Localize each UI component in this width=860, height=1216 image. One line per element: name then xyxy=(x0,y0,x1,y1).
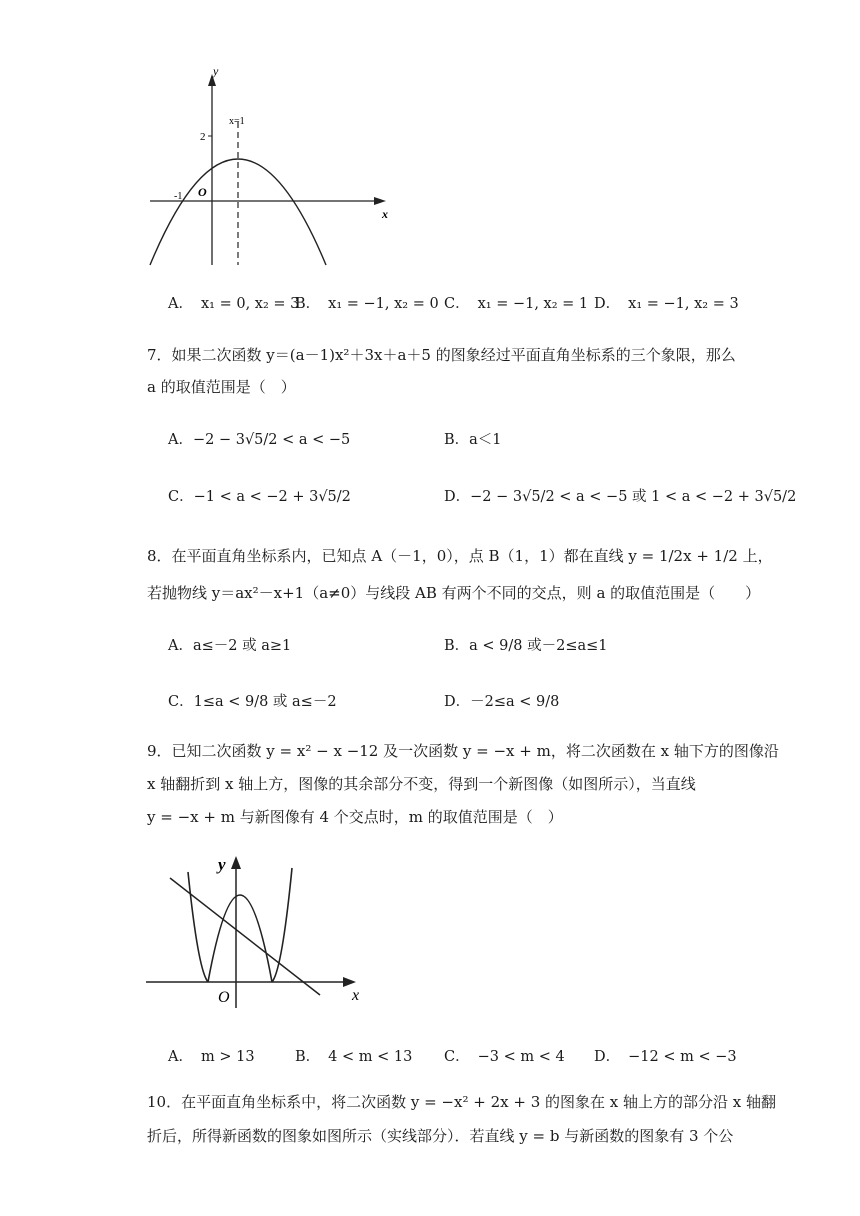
fig1-y-label: y xyxy=(213,64,219,78)
q7-option-b[interactable]: B．a＜1 xyxy=(444,432,502,448)
fig1-origin: O xyxy=(198,185,207,199)
q6-option-d[interactable]: D． x₁ = −1, x₂ = 3 xyxy=(594,296,739,312)
q7-stem-line1: 7．如果二次函数 y＝(a－1)x²＋3x＋a＋5 的图象经过平面直角坐标系的三个象限，那么 xyxy=(147,346,736,364)
q8-stem-line1: 8．在平面直角坐标系内，已知点 A（－1，0），点 B（1，1）都在直线 y = 1/2x + 1/2 上， xyxy=(147,547,773,565)
q9-stem-line2: x 轴翻折到 x 轴上方，图像的其余部分不变，得到一个新图像（如图所示），当直线 xyxy=(147,775,696,793)
q6-option-a[interactable]: A． x₁ = 0, x₂ = 3 xyxy=(168,296,300,312)
figure-parabola-q6 xyxy=(140,60,400,275)
q8-option-c[interactable]: C．1≤a < 9/8 或 a≤－2 xyxy=(168,694,337,710)
q8-option-a[interactable]: A．a≤－2 或 a≥1 xyxy=(168,638,292,654)
fig1-line-label: x=1 xyxy=(229,116,245,127)
q9-stem-line1: 9．已知二次函数 y = x² − x −12 及一次函数 y = −x + m，将二次函数在 x 轴下方的图像沿 xyxy=(147,742,779,760)
q8-option-b[interactable]: B．a < 9/8 或－2≤a≤1 xyxy=(444,638,608,654)
q9-option-c[interactable]: C． −3 < m < 4 xyxy=(444,1049,565,1065)
fig1-tick-2: 2 xyxy=(200,131,206,143)
fig2-x-label: x xyxy=(352,987,360,1004)
fig1-x-label: x xyxy=(382,207,388,221)
q8-stem-line2: 若抛物线 y＝ax²－x+1（a≠0）与线段 AB 有两个不同的交点，则 a 的取值范围是（ ） xyxy=(147,584,761,602)
q9-option-b[interactable]: B． 4 < m < 13 xyxy=(295,1049,413,1065)
q7-option-a[interactable]: A．−2 − 3√5/2 < a < −5 xyxy=(168,432,351,448)
q6-option-b[interactable]: B． x₁ = −1, x₂ = 0 xyxy=(295,296,439,312)
q9-option-a[interactable]: A． m > 13 xyxy=(168,1049,255,1065)
q10-stem-line2: 折后，所得新函数的图象如图所示（实线部分）．若直线 y = b 与新函数的图象有 3 个公 xyxy=(147,1127,734,1145)
q7-stem-line2: a 的取值范围是（ ） xyxy=(147,378,296,396)
q6-option-c[interactable]: C． x₁ = −1, x₂ = 1 xyxy=(444,296,589,312)
q7-option-c[interactable]: C．−1 < a < −2 + 3√5/2 xyxy=(168,489,351,505)
fig2-origin: O xyxy=(218,989,230,1006)
fig1-tick-neg1: -1 xyxy=(174,191,183,202)
q8-option-d[interactable]: D．－2≤a < 9/8 xyxy=(444,694,560,710)
figure-folded-parabola-q9 xyxy=(140,850,380,1010)
q7-option-d[interactable]: D．−2 − 3√5/2 < a < −5 或 1 < a < −2 + 3√5/2 xyxy=(444,489,797,505)
q9-stem-line3: y = −x + m 与新图像有 4 个交点时，m 的取值范围是（ ） xyxy=(147,808,563,826)
q9-option-d[interactable]: D． −12 < m < −3 xyxy=(594,1049,737,1065)
fig2-y-label: y xyxy=(218,855,226,874)
q10-stem-line1: 10．在平面直角坐标系中，将二次函数 y = −x² + 2x + 3 的图象在 x 轴上方的部分沿 x 轴翻 xyxy=(147,1093,776,1111)
